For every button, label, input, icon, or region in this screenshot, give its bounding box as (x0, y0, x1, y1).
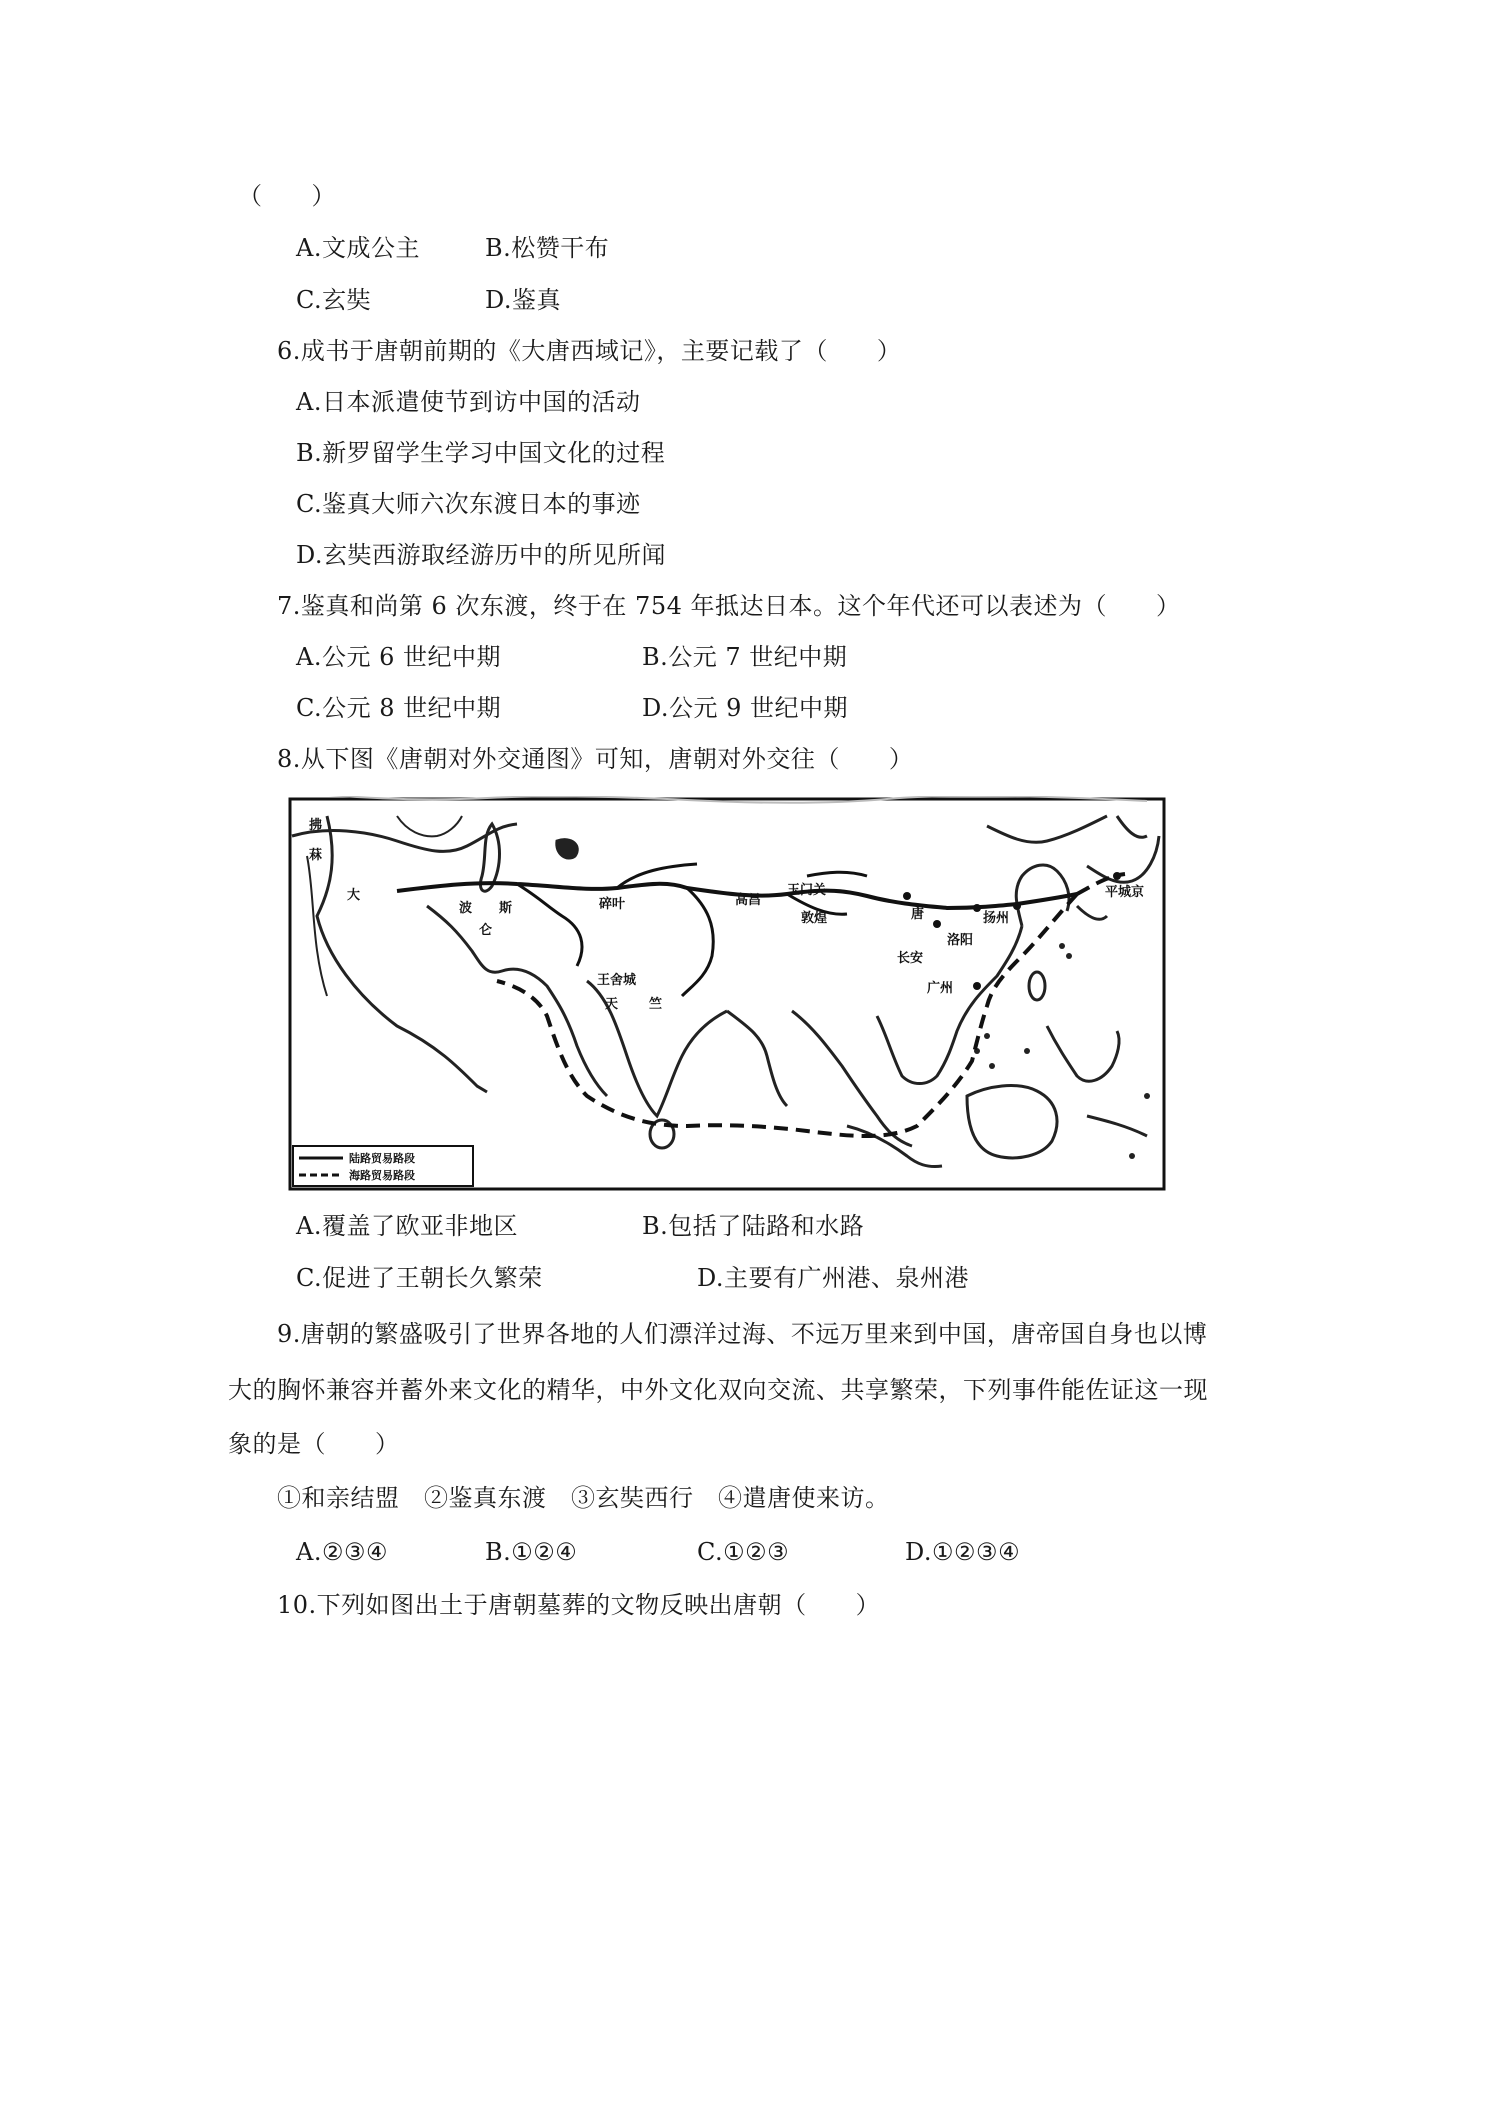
map-label-fulin: 拂 (309, 818, 323, 833)
q8-option-a: A.覆盖了欧亚非地区 (296, 1212, 518, 1240)
map-label-guangzhou: 广州 (927, 981, 954, 996)
q9-option-d: D.①②③④ (905, 1538, 1021, 1566)
map-label-tianzhu-1: 天 (605, 997, 619, 1012)
q9-option-a: A.②③④ (296, 1538, 389, 1566)
map-label-dashi: 大 (347, 888, 361, 903)
q9-stem-line1: 9.唐朝的繁盛吸引了世界各地的人们漂洋过海、不远万里来到中国，唐帝国自身也以博 (277, 1320, 1208, 1348)
map-label-tianzhu-2: 竺 (649, 997, 663, 1012)
q6-option-c: C.鉴真大师六次东渡日本的事迹 (296, 490, 641, 518)
map-label-gaochang: 高昌 (735, 893, 762, 908)
q5-stem-tail: （ ） (238, 182, 336, 210)
q9-stem-line2: 大的胸怀兼容并蓄外来文化的精华，中外文化双向交流、共享繁荣，下列事件能佐证这一现 (228, 1376, 1208, 1404)
q9-items: ①和亲结盟 ②鉴真东渡 ③玄奘西行 ④遣唐使来访。 (277, 1484, 890, 1512)
q7-stem: 7.鉴真和尚第 6 次东渡，终于在 754 年抵达日本。这个年代还可以表述为（ ） (277, 592, 1181, 620)
q7-option-c: C.公元 8 世纪中期 (296, 694, 502, 722)
map-label-dunhuang: 敦煌 (801, 911, 828, 926)
map-label-yangzhou: 扬州 (983, 911, 1010, 926)
map-label-fulin-2: 菻 (309, 848, 323, 863)
q8-option-c: C.促进了王朝长久繁荣 (296, 1264, 543, 1292)
q6-option-d: D.玄奘西游取经游历中的所见所闻 (296, 541, 667, 569)
legend-sea-route: 海路贸易路段 (349, 1169, 415, 1182)
map-label-bosi-2: 斯 (499, 901, 513, 916)
map-label-bosi-3: 仑 (479, 923, 493, 938)
q7-option-b: B.公元 7 世纪中期 (642, 643, 848, 671)
q8-option-d: D.主要有广州港、泉州港 (697, 1264, 970, 1292)
tang-foreign-traffic-map (287, 796, 1167, 1192)
q9-option-c: C.①②③ (697, 1538, 790, 1566)
q10-stem: 10.下列如图出土于唐朝墓葬的文物反映出唐朝（ ） (277, 1591, 881, 1619)
q6-option-a: A.日本派遣使节到访中国的活动 (296, 388, 641, 416)
map-label-wangshecheng: 王舍城 (597, 973, 637, 988)
q5-option-b: B.松赞干布 (485, 234, 610, 262)
map-label-pingchengjing: 平城京 (1105, 885, 1145, 900)
q8-option-b: B.包括了陆路和水路 (642, 1212, 865, 1240)
map-label-changan: 长安 (897, 951, 924, 966)
q7-option-d: D.公元 9 世纪中期 (642, 694, 849, 722)
map-label-bosi-1: 波 (459, 901, 473, 916)
q9-stem-line3: 象的是（ ） (228, 1430, 400, 1458)
q5-option-a: A.文成公主 (296, 234, 420, 262)
q5-option-d: D.鉴真 (485, 286, 562, 314)
q6-option-b: B.新罗留学生学习中国文化的过程 (296, 439, 666, 467)
map-label-tang: 唐 (911, 907, 925, 922)
map-label-suiye: 碎叶 (599, 897, 626, 912)
q5-option-c: C.玄奘 (296, 286, 372, 314)
legend-land-route: 陆路贸易路段 (349, 1152, 415, 1165)
q7-option-a: A.公元 6 世纪中期 (296, 643, 501, 671)
q6-stem: 6.成书于唐朝前期的《大唐西域记》，主要记载了（ ） (277, 337, 902, 365)
q9-option-b: B.①②④ (485, 1538, 578, 1566)
map-label-yumenguan: 玉门关 (787, 883, 827, 898)
q8-stem: 8.从下图《唐朝对外交通图》可知，唐朝对外交往（ ） (277, 745, 914, 773)
map-label-luoyang: 洛阳 (947, 933, 974, 948)
